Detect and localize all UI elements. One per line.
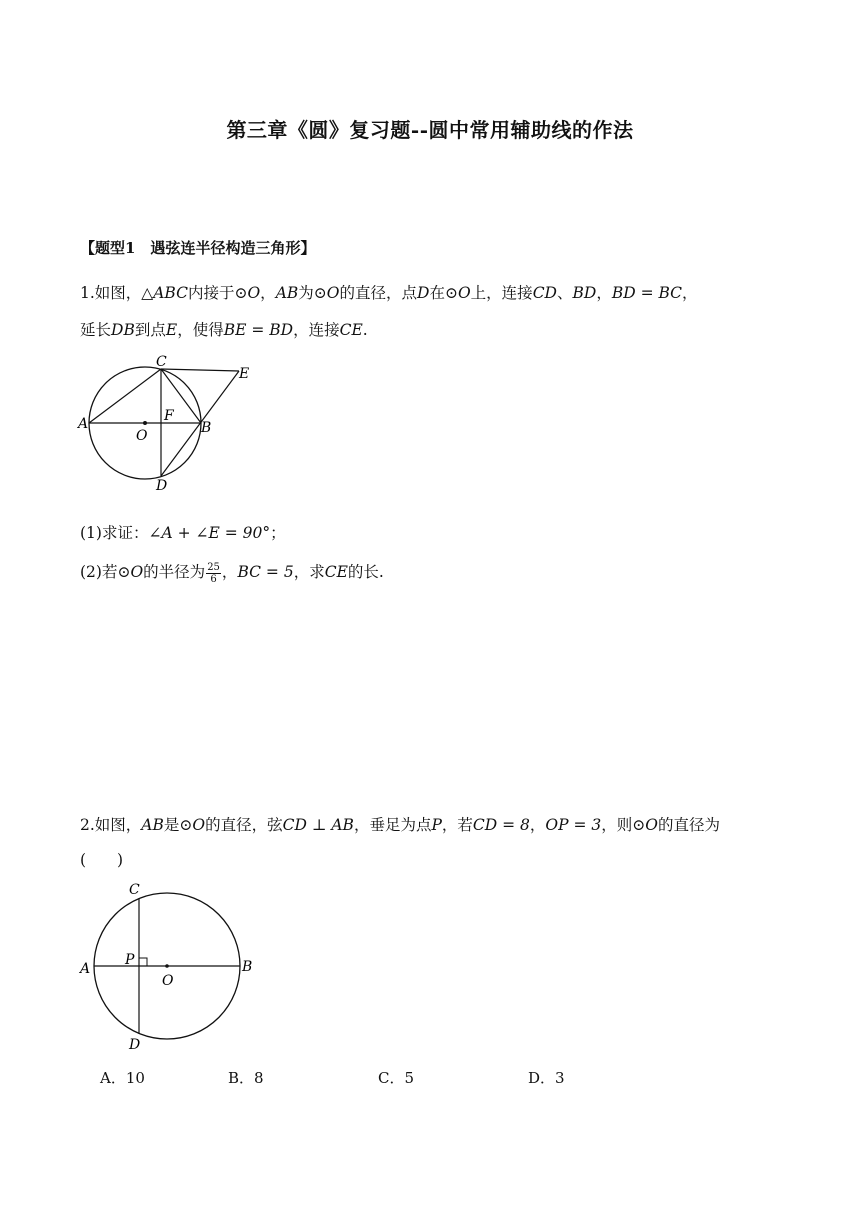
q1-segment-ce <box>161 369 239 371</box>
page-title: 第三章《圆》复习题--圆中常用辅助线的作法 <box>226 118 634 142</box>
q1-label-a: A <box>78 416 89 432</box>
q2-center-dot <box>165 964 169 968</box>
q1-part-2: (2)若⊙O的半径为 $\frac{25}{6}$ ，BC = 5，求CE的长. <box>80 561 384 585</box>
q2-label-c: C <box>129 882 140 898</box>
q2-label-p: P <box>125 952 135 968</box>
choice-a[interactable]: A．10 <box>100 1069 145 1087</box>
q1-segment-ac <box>89 369 161 423</box>
q1-label-d: D <box>156 478 168 494</box>
q2-label-b: B <box>242 959 253 975</box>
q1-line-1: 1.如图，△ABC内接于⊙O，AB为⊙O的直径，点D在⊙O上，连接CD、BD，BD = BC， <box>80 284 698 302</box>
q1-figure <box>72 352 262 497</box>
q2-label-o: O <box>162 973 174 989</box>
q1-part-1: (1)求证：∠A + ∠E = 90°； <box>80 524 286 542</box>
choice-b[interactable]: B．8 <box>228 1069 264 1087</box>
q2-label-a: A <box>80 961 91 977</box>
q1-label-f: F <box>164 408 174 424</box>
q1-label-o: O <box>136 428 148 444</box>
q2-line-1: 2.如图，AB是⊙O的直径，弦CD ⊥ AB，垂足为点P，若CD = 8，OP = 3，则⊙O的直径为 <box>80 816 720 834</box>
q1-line-2: 延长DB到点E，使得BE = BD，连接CE. <box>80 321 368 339</box>
choice-d[interactable]: D．3 <box>528 1069 565 1087</box>
q1-label-c: C <box>156 354 167 370</box>
choice-c[interactable]: C．5 <box>378 1069 415 1087</box>
q1-center-dot <box>143 421 147 425</box>
q2-figure <box>72 878 272 1053</box>
q1-label-e: E <box>239 366 250 382</box>
q1-radius-fraction: $\frac{25}{6}$ <box>207 561 220 585</box>
q2-answer-blank: ( ) <box>80 851 124 869</box>
section-heading: 【题型1 遇弦连半径构造三角形】 <box>80 239 316 257</box>
q1-label-b: B <box>201 420 212 436</box>
q2-right-angle-mark <box>139 958 147 966</box>
q2-label-d: D <box>129 1037 141 1053</box>
